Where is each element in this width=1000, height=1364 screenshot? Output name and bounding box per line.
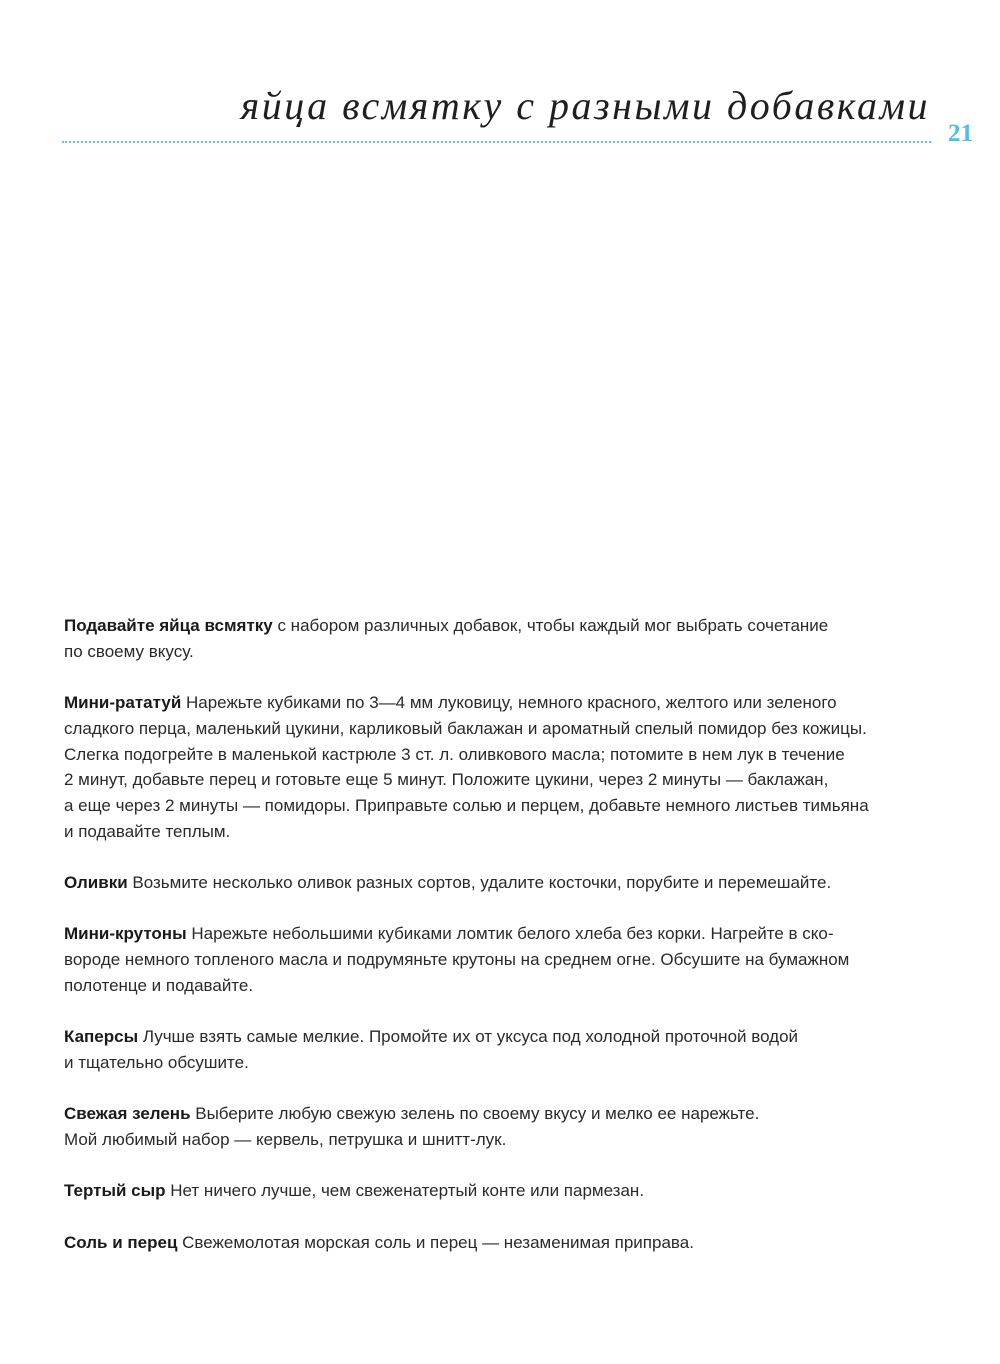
paragraph-line: с набором различных добавок, чтобы каждый мог выбрать сочетание <box>272 616 829 635</box>
paragraph-term: Мини-крутоны <box>64 924 187 944</box>
paragraph-line: полотенце и подавайте. <box>64 975 254 995</box>
paragraph-term: Мини-рататуй <box>64 693 182 713</box>
paragraph-term: Каперсы <box>64 1027 139 1047</box>
paragraph-line: 2 минут, добавьте перец и готовьте еще 5 минут. Положите цукини, через 2 минуты — баклажан, <box>64 770 829 790</box>
herbs-paragraph <box>64 1101 944 1152</box>
paragraph-line: Слегка подогрейте в маленькой кастрюле 3 ст. л. оливкового масла; потомите в нем лук в течение <box>64 744 845 764</box>
paragraph-line: вороде немного топленого масла и подрумяньте крутоны на среднем огне. Обсушите на бумажном <box>64 950 850 970</box>
paragraph-line: Возьмите несколько оливок разных сортов, удалите косточки, порубите и перемешайте. <box>127 873 832 892</box>
paragraph-line: Нет ничего лучше, чем свеженатертый конте или пармезан. <box>165 1181 645 1201</box>
paragraph-line: Нарежьте небольшими кубиками ломтик белого хлеба без корки. Нагрейте в ско- <box>186 924 834 944</box>
salt-pepper-paragraph <box>64 1230 944 1256</box>
paragraph-line: Нарежьте кубиками по 3—4 мм луковицу, немного красного, желтого или зеленого <box>181 693 837 713</box>
ratatouille-paragraph <box>64 690 944 844</box>
cheese-paragraph <box>64 1178 944 1204</box>
paragraph-line: Выберите любую свежую зелень по своему вкусу и мелко ее нарежьте. <box>190 1104 760 1124</box>
page-title: яйца всмятку с разными добавками <box>240 83 930 128</box>
paragraph-line: а еще через 2 минуты — помидоры. Приправьте солью и перцем, добавьте немного листьев тимьяна <box>64 795 869 815</box>
intro-paragraph <box>64 613 944 664</box>
page-header <box>0 0 1000 170</box>
paragraph-line: и подавайте теплым. <box>64 821 231 841</box>
croutons-paragraph <box>64 921 944 998</box>
olives-paragraph <box>64 870 944 896</box>
paragraph-line: Свежемолотая морская соль и перец — незаменимая приправа. <box>177 1232 694 1252</box>
paragraph-line: Лучше взять самые мелкие. Промойте их от уксуса под холодной проточной водой <box>138 1027 799 1047</box>
header-dotted-rule <box>62 141 931 143</box>
paragraph-term: Соль и перец <box>64 1232 178 1252</box>
capers-paragraph <box>64 1024 944 1075</box>
paragraph-term: Свежая зелень <box>64 1104 191 1124</box>
recipe-text <box>64 613 944 1281</box>
paragraph-term: Подавайте яйца всмятку <box>64 616 273 635</box>
paragraph-line: по своему вкусу. <box>64 641 194 661</box>
paragraph-term: Оливки <box>64 873 128 892</box>
page-number: 21 <box>948 120 973 147</box>
paragraph-term: Тертый сыр <box>64 1181 166 1201</box>
paragraph-line: и тщательно обсушите. <box>64 1052 249 1072</box>
paragraph-line: сладкого перца, маленький цукини, карликовый баклажан и ароматный спелый помидор без кожицы. <box>64 718 867 738</box>
paragraph-line: Мой любимый набор — кервель, петрушка и шнитт-лук. <box>64 1129 507 1149</box>
